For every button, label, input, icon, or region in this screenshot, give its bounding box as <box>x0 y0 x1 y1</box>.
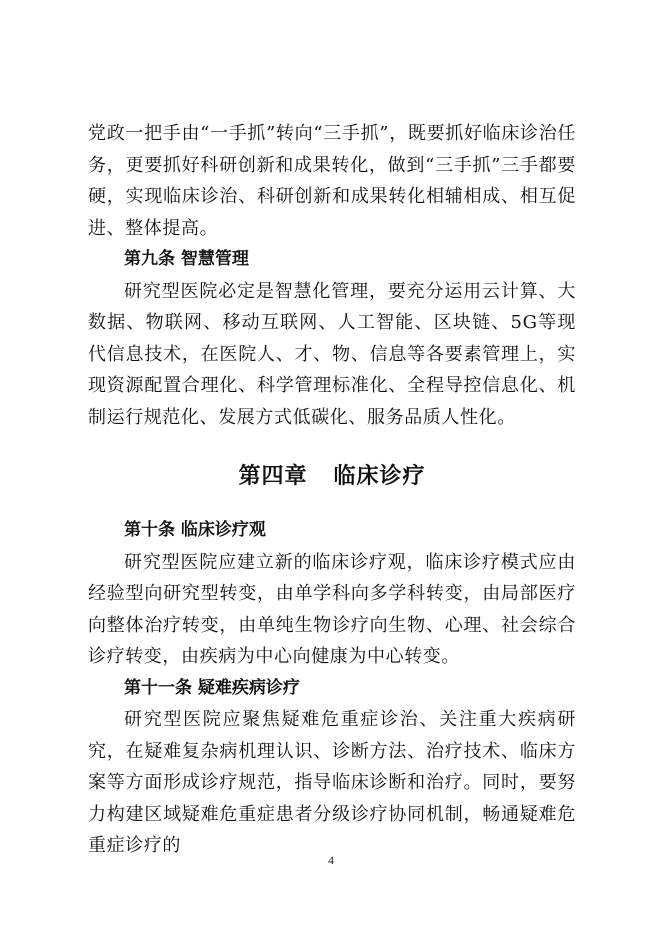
article-11-title: 第十一条 疑难疾病诊疗 <box>124 677 300 698</box>
article-9-title: 第九条 智慧管理 <box>124 249 249 269</box>
article-10-title: 第十条 临床诊疗观 <box>124 520 266 540</box>
article-11-body: 研究型医院应聚焦疑难危重症诊治、关注重大疾病研究，在疑难复杂病机理认识、诊断方法、治疗技术、临床方案等方面形成诊疗规范，指导临床诊断和治疗。同时，要努力构建区域疑难危重症患者分级诊疗协同机制，畅通疑难危重症诊疗的 <box>88 709 576 856</box>
chapter-4-title: 第四章 临床诊疗 <box>238 464 426 489</box>
article-10-body: 研究型医院应建立新的临床诊疗观，临床诊疗模式应由经验型向研究型转变，由单学科向多学科转变，由局部医疗向整体治疗转变，由单纯生物诊疗向生物、心理、社会综合诊疗转变，由疾病为中心向健康为中心转变。 <box>88 551 576 667</box>
document-page <box>88 118 576 862</box>
article-9-body: 研究型医院必定是智慧化管理，要充分运用云计算、大数据、物联网、移动互联网、人工智能、区块链、5G等现代信息技术，在医院人、才、物、信息等各要素管理上，实现资源配置合理化、科学管理标准化、全程导控信息化、机制运行规范化、发展方式低碳化、服务品质人性化。 <box>88 280 576 428</box>
page-number: 4 <box>328 853 334 867</box>
paragraph-continued: 党政一把手由“一手抓”转向“三手抓”，既要抓好临床诊治任务，更要抓好科研创新和成果转化，做到“三手抓”三手都要硬，实现临床诊治、科研创新和成果转化相辅相成、相互促进、整体提高。 <box>88 123 576 239</box>
